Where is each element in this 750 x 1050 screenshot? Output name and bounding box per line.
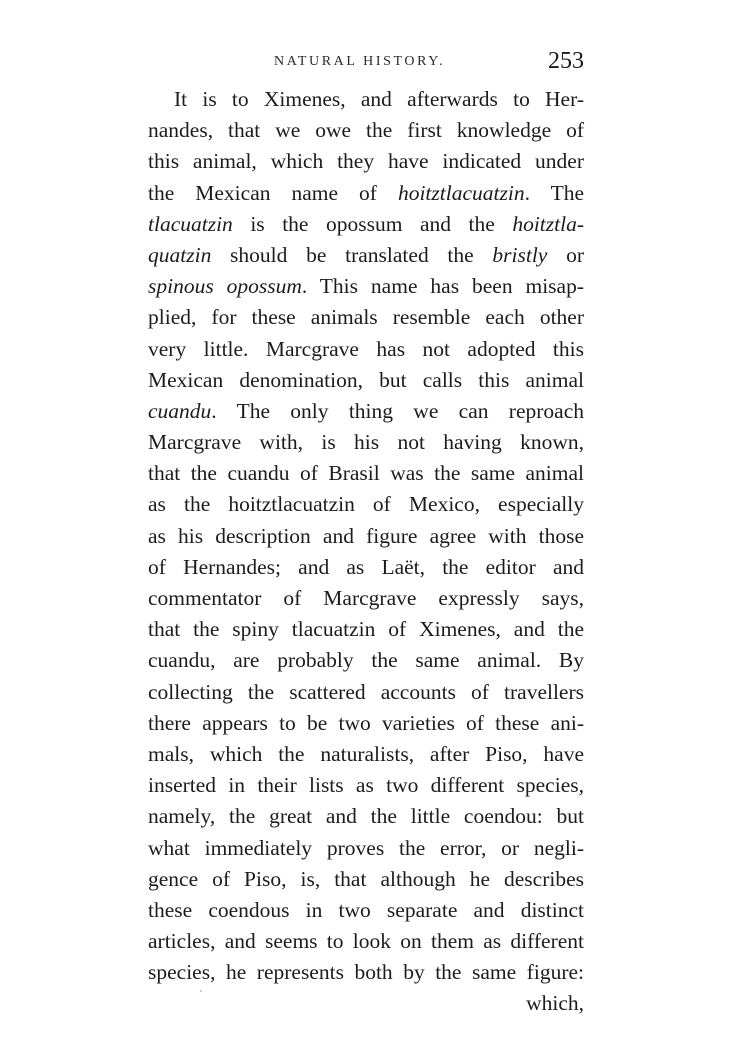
text-line bbox=[148, 334, 584, 365]
text-line bbox=[148, 988, 584, 1019]
text-line bbox=[148, 458, 584, 489]
text-line bbox=[148, 271, 584, 302]
text-line bbox=[148, 895, 584, 926]
text-run: . The only thing we can reproach bbox=[211, 398, 584, 423]
italic-term: cuandu bbox=[148, 398, 212, 423]
text-run: Marcgrave with, is his not having known, bbox=[148, 430, 584, 455]
italic-term: spinous opossum bbox=[148, 274, 302, 299]
text-line bbox=[148, 240, 584, 271]
text-run: . This name has been misap- bbox=[301, 274, 585, 299]
text-run: cuandu, are probably the same animal. By bbox=[148, 648, 584, 673]
text-line bbox=[148, 178, 584, 209]
italic-term: tlacuatzin bbox=[148, 211, 233, 236]
text-run: gence of Piso, is, that although he describes bbox=[148, 866, 584, 891]
text-run: collecting the scattered accounts of travellers bbox=[148, 679, 584, 704]
text-run: species, he represents both by the same figure: bbox=[148, 960, 584, 985]
text-run: very little. Marcgrave has not adopted this bbox=[148, 336, 584, 361]
text-line bbox=[148, 770, 584, 801]
italic-term: bristly bbox=[492, 242, 548, 267]
text-line bbox=[148, 521, 584, 552]
text-run: is the opossum and the bbox=[232, 211, 513, 236]
text-run: It is to Ximenes, and afterwards to Her- bbox=[174, 87, 584, 111]
text-run: nandes, that we owe the first knowledge of bbox=[148, 118, 584, 143]
text-run: that the spiny tlacuatzin of Ximenes, and the bbox=[148, 617, 584, 642]
text-run: what immediately proves the error, or negli- bbox=[148, 835, 584, 860]
text-run: that the cuandu of Brasil was the same animal bbox=[148, 461, 584, 486]
text-run: commentator of Marcgrave expressly says, bbox=[148, 586, 584, 610]
italic-term: quatzin bbox=[148, 242, 212, 267]
text-line bbox=[148, 833, 584, 864]
text-line bbox=[148, 645, 584, 676]
text-run: which, bbox=[526, 991, 584, 1016]
text-line bbox=[148, 708, 584, 739]
body-text bbox=[148, 84, 584, 1020]
text-line bbox=[148, 302, 584, 333]
text-run: these coendous in two separate and distinct bbox=[148, 897, 584, 922]
text-run: namely, the great and the little coendou: but bbox=[148, 804, 584, 829]
text-run: mals, which the naturalists, after Piso, have bbox=[148, 741, 584, 766]
text-line bbox=[148, 396, 584, 427]
paper-speck bbox=[200, 990, 202, 992]
text-run: as his description and figure agree with those bbox=[148, 523, 584, 548]
text-run: as the hoitztlacuatzin of Mexico, especially bbox=[148, 492, 584, 517]
text-run: . The bbox=[524, 180, 584, 205]
text-line bbox=[148, 739, 584, 770]
text-run: Mexican denomination, but calls this animal bbox=[148, 367, 584, 392]
text-line bbox=[148, 957, 584, 988]
text-run: should be translated the bbox=[211, 242, 493, 267]
text-line bbox=[148, 677, 584, 708]
text-line bbox=[148, 115, 584, 146]
text-run: there appears to be two varieties of these ani- bbox=[148, 710, 584, 735]
text-run: articles, and seems to look on them as different bbox=[148, 929, 584, 954]
text-run: of Hernandes; and as Laët, the editor and bbox=[148, 554, 584, 579]
text-line bbox=[148, 614, 584, 645]
italic-term: hoitztla- bbox=[512, 211, 584, 236]
italic-term: hoitztlacuatzin bbox=[397, 180, 525, 205]
text-run: this animal, which they have indicated under bbox=[148, 149, 584, 174]
text-run: inserted in their lists as two different species, bbox=[148, 773, 584, 798]
text-run: the Mexican name of bbox=[148, 180, 398, 205]
running-title: NATURAL HISTORY. bbox=[274, 54, 446, 69]
text-line bbox=[148, 801, 584, 832]
text-run: plied, for these animals resemble each other bbox=[148, 305, 584, 330]
text-line bbox=[148, 84, 584, 115]
text-line bbox=[148, 489, 584, 520]
text-line bbox=[148, 365, 584, 396]
text-line bbox=[148, 864, 584, 895]
text-run: or bbox=[547, 242, 584, 267]
text-line bbox=[148, 552, 584, 583]
text-line bbox=[148, 926, 584, 957]
running-head bbox=[148, 48, 584, 78]
page-number: 253 bbox=[548, 48, 584, 74]
text-line bbox=[148, 583, 584, 614]
text-line bbox=[148, 427, 584, 458]
text-line bbox=[148, 209, 584, 240]
text-line bbox=[148, 146, 584, 177]
